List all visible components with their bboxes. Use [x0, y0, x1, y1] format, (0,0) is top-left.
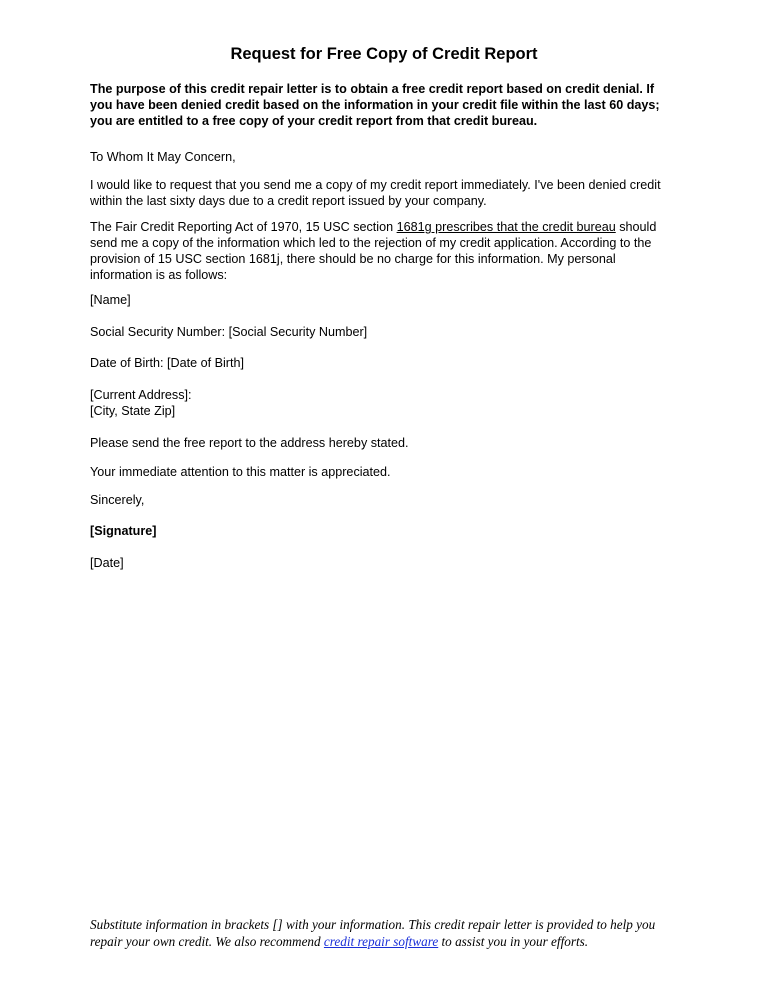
footer-text-start: Substitute information in brackets [] with your information. This credit repair letter is provided to help you repair your own credit. We also recommend [90, 917, 656, 949]
legal-text-start: The Fair Credit Reporting Act of 1970, 15 USC section [90, 220, 397, 234]
signature-placeholder: [Signature] [90, 524, 157, 538]
address-line-1: [Current Address]: [90, 388, 192, 402]
request-paragraph: I would like to request that you send me a copy of my credit report immediately. I've been denied credit within the last sixty days due to a credit report issued by your company. [90, 178, 661, 208]
address-block [90, 387, 670, 419]
legal-paragraph [90, 219, 670, 283]
address-line-2: [City, State Zip] [90, 404, 176, 418]
page-title: Request for Free Copy of Credit Report [230, 45, 538, 63]
intro-paragraph: The purpose of this credit repair letter is to obtain a free credit report based on credit denial. If you have been denied credit based on the information in your credit file within the last 60 days; you are entitled to a free copy of your credit report from that credit bureau. [90, 82, 660, 128]
send-report-paragraph: Please send the free report to the address hereby stated. [90, 436, 409, 450]
footer-note [90, 917, 690, 950]
closing: Sincerely, [90, 493, 145, 507]
credit-repair-software-link[interactable]: credit repair software [323, 933, 439, 949]
appreciation-paragraph: Your immediate attention to this matter is appreciated. [90, 465, 391, 479]
dob-field: Date of Birth: [Date of Birth] [90, 356, 244, 370]
date-placeholder: [Date] [90, 556, 124, 570]
greeting: To Whom It May Concern, [90, 150, 236, 164]
legal-underlined-text: 1681g prescribes that the credit bureau [396, 220, 616, 234]
name-field: [Name] [90, 293, 131, 307]
legal-text-end: should send me a copy of the information which led to the rejection of my credit application. According to the provision of 15 USC section 1681j, there should be no charge for this information. My personal information is as follows: [90, 220, 657, 282]
ssn-field: Social Security Number: [Social Security Number] [90, 325, 368, 339]
footer-text-end: to assist you in your efforts. [438, 933, 589, 949]
